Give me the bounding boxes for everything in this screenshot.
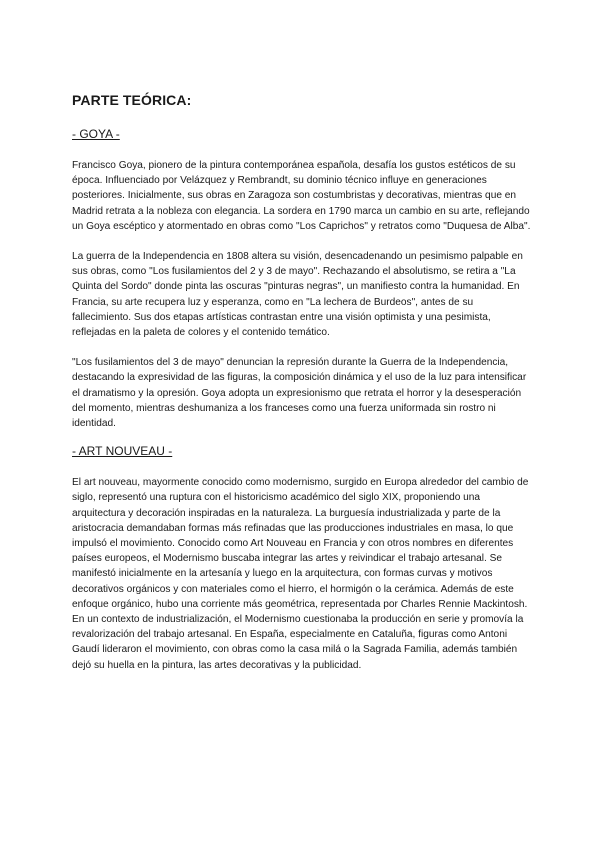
document-page <box>72 92 534 688</box>
section-heading-goya: - GOYA - <box>72 127 120 141</box>
goya-paragraph-3: "Los fusilamientos del 3 de mayo" denuncian la represión durante la Guerra de la Independencia, destacando la expresividad de las figuras, la composición dinámica y el uso de la luz para intensificar el dramatismo y la opresión. Goya adopta un expresionismo que retrata el horror y la desesperación del momento, mientras deshumaniza a los franceses como una fuerza uniformada sin rostro ni identidad. <box>72 357 527 430</box>
goya-paragraph-1: Francisco Goya, pionero de la pintura contemporánea española, desafía los gustos estéticos de su época. Influenciado por Velázquez y Rembrandt, su dominio técnico influye en generaciones posteriores. Inicialmente, sus obras en Zaragoza son costumbristas y decorativas, mientras que en Madrid retrata a la nobleza con elegancia. La sordera en 1790 marca un cambio en su arte, reflejando un Goya escéptico y atormentado en obras como "Los Caprichos" y retratos como "Duquesa de Alba". <box>72 160 531 232</box>
goya-paragraph-2: La guerra de la Independencia en 1808 altera su visión, desencadenando un pesimismo palpable en sus obras, como "Los fusilamientos del 2 y 3 de mayo". Rechazando el absolutismo, se retira a "La Quinta del Sordo" donde pinta las oscuras "pinturas negras", un manifiesto contra la humanidad. En Francia, su arte recupera luz y esperanza, como en "La lechera de Burdeos", antes de su fallecimiento. Sus dos etapas artísticas contrastan entre una visión optimista y una pesimista, reflejadas en la paleta de colores y el contenido temático. <box>72 251 523 339</box>
section-heading-art-nouveau: - ART NOUVEAU - <box>72 444 173 459</box>
art-nouveau-paragraph-1: El art nouveau, mayormente conocido como modernismo, surgido en Europa alrededor del cambio de siglo, representó una ruptura con el historicismo académico del siglo XIX, proponiendo una arquitectura y decoración inspiradas en la naturaleza. La burguesía industrializada y parte de la aristocracia demandaban formas más refinadas que las producciones industriales en masa, lo que impulsó el movimiento. Conocido como Art Nouveau en Francia y con otros nombres en diferentes países europeos, el Modernismo buscaba integrar las artes y reivindicar el trabajo artesanal. Se manifestó inicialmente en la artesanía y luego en la arquitectura, con formas curvas y motivos decorativos orgánicos y con materiales como el hierro, el hormigón o la cerámica. Además de este enfoque orgánico, hubo una corriente más geométrica, representada por Charles Rennie Mackintosh. En un contexto de industrialización, el Modernismo cuestionaba la producción en serie y promovía la revalorización del trabajo artesanal. En España, especialmente en Cataluña, figuras como Antoni Gaudí lideraron el movimiento, con obras como la casa milá o la Sagrada Familia, además también dejó su huella en la pintura, las artes decorativas y la publicidad. <box>72 477 529 671</box>
page-title: PARTE TEÓRICA: <box>72 92 192 108</box>
